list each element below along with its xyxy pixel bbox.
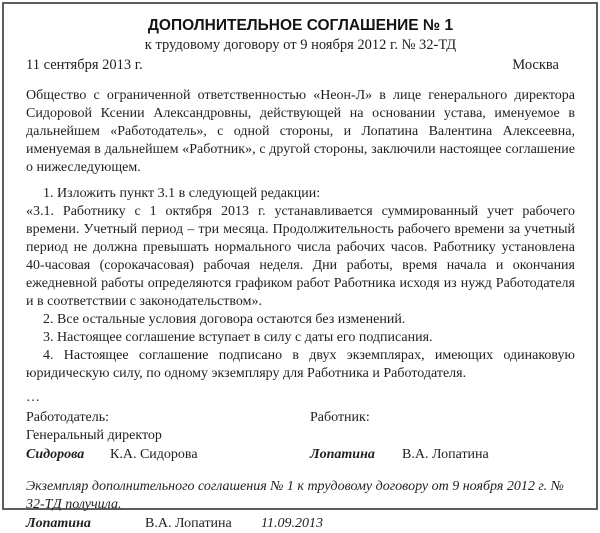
employer-name: К.А. Сидорова bbox=[110, 447, 198, 462]
document-date: 11 сентября 2013 г. bbox=[26, 57, 143, 73]
preamble-paragraph: Общество с ограниченной ответственностью «Неон-Л» в лице генерального директора Сидоровой Ксении Александровны, действующей на основании устава, именуемое в дальнейшем «Работодатель», с одной стороны, и Лопатина Валентина Алексеевна, именуемая в дальнейшем «Работник», с другой стороны, заключили настоящее соглашение о нижеследующем. bbox=[26, 88, 575, 175]
employee-label: Работник: bbox=[310, 410, 370, 425]
clause-3-1-text: «3.1. Работнику с 1 октября 2013 г. устанавливается суммированный учет рабочего времени. Учетный период – три месяца. Продолжительность рабочего времени за учетный период не должна превышать нормального числа рабочих часов. Работнику установлена 40-часовая (сорокачасовая) рабочая неделя. Дни работы, время начала и окончания ежедневной работы определяются графиком работ Работника исходя из нужд Работодателя и в соответствии с законодательством». bbox=[26, 204, 575, 309]
receipt-block bbox=[26, 478, 575, 533]
document-title: ДОПОЛНИТЕЛЬНОЕ СОГЛАШЕНИЕ № 1 bbox=[147, 17, 454, 34]
clause-3: 3. Настоящее соглашение вступает в силу с даты его подписания. bbox=[43, 330, 433, 345]
receipt-signature: Лопатина bbox=[26, 516, 91, 531]
employee-signature: Лопатина bbox=[310, 447, 375, 462]
employee-signature-column bbox=[310, 409, 575, 464]
clause-1: 1. Изложить пункт 3.1 в следующей редакции: bbox=[43, 186, 321, 201]
clause-2: 2. Все остальные условия договора остаются без изменений. bbox=[43, 312, 406, 327]
document-frame bbox=[2, 2, 598, 531]
employee-signature-row bbox=[310, 446, 575, 464]
signature-spacer bbox=[310, 427, 575, 445]
employee-name: В.А. Лопатина bbox=[402, 447, 489, 462]
date-city-row bbox=[26, 56, 575, 74]
omission-mark: … bbox=[26, 390, 41, 405]
signature-block bbox=[26, 409, 575, 464]
receipt-name: В.А. Лопатина bbox=[145, 516, 232, 531]
document-subtitle: к трудовому договору от 9 ноября 2012 г. № 32-ТД bbox=[144, 37, 457, 53]
employer-signature-row bbox=[26, 446, 310, 464]
document-city: Москва bbox=[512, 57, 559, 73]
employer-signature: Сидорова bbox=[26, 447, 85, 462]
clause-4: 4. Настоящее соглашение подписано в двух экземплярах, имеющих одинаковую юридическую силу, по одному экземпляру для Работника и Работодателя. bbox=[26, 348, 575, 381]
employer-label: Работодатель: bbox=[26, 410, 110, 425]
receipt-text: Экземпляр дополнительного соглашения № 1 к трудовому договору от 9 ноября 2012 г. № 32-ТД получила. bbox=[26, 479, 564, 512]
receipt-date: 11.09.2013 bbox=[261, 516, 323, 531]
employer-signature-column bbox=[26, 409, 310, 464]
employer-position: Генеральный директор bbox=[26, 428, 162, 443]
receipt-signature-row bbox=[26, 515, 575, 533]
